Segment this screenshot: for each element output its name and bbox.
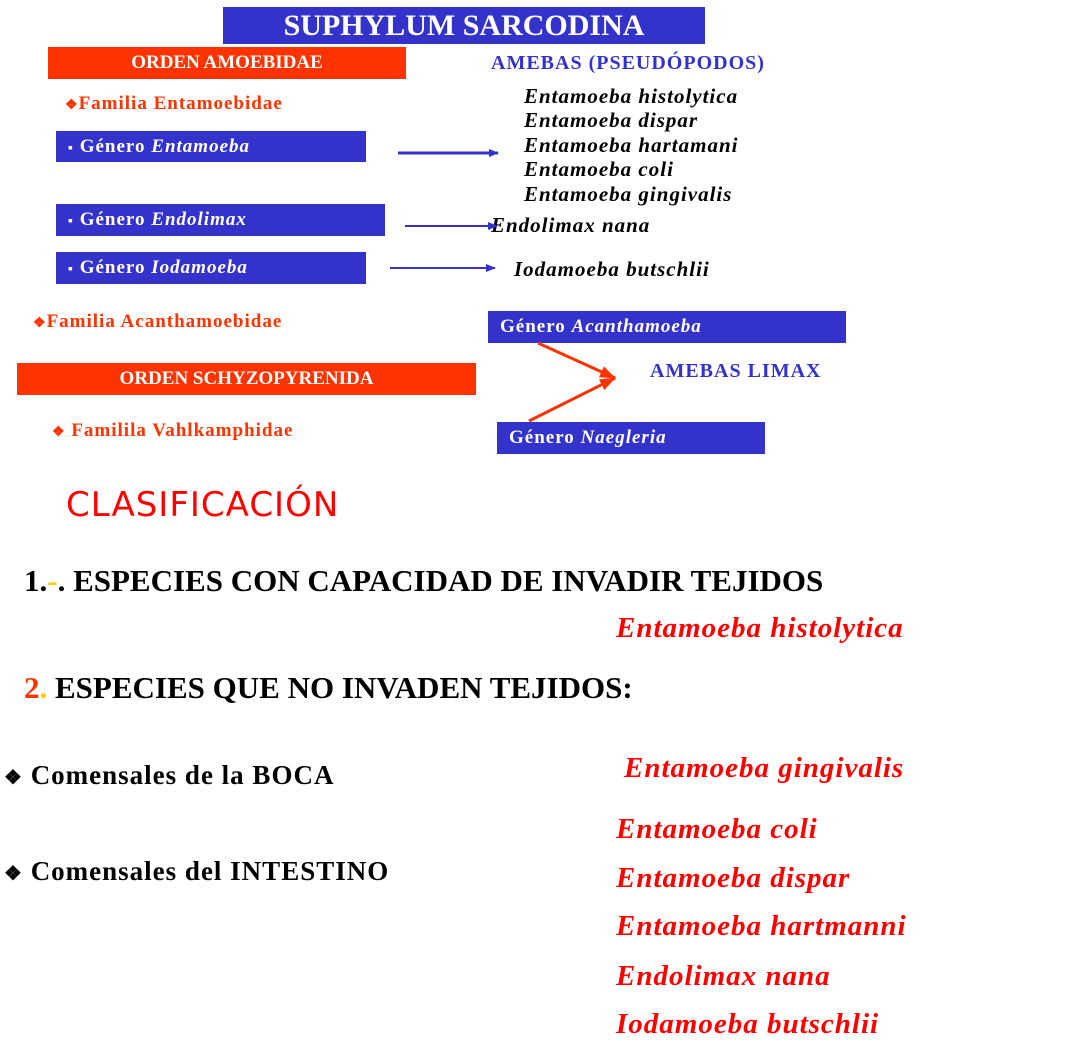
- section2-heading: [24, 670, 633, 706]
- orden-schyzopyrenida-label: ORDEN SCHYZOPYRENIDA: [119, 368, 374, 389]
- genero-word: Género: [79, 257, 152, 278]
- section1-text: ESPECIES CON CAPACIDAD DE INVADIR TEJIDOS: [65, 563, 824, 598]
- diamond-bullet-icon: ❖: [52, 425, 66, 440]
- section1-heading: [24, 563, 823, 599]
- diamond-bullet-icon: ❖: [4, 767, 23, 789]
- intestino-species-hartmanni: Entamoeba hartmanni: [616, 910, 907, 942]
- diamond-bullet-icon: ❖: [33, 316, 47, 331]
- species-iodamoeba-butschlii: Iodamoeba butschlii: [514, 257, 710, 281]
- species-entamoeba-gingivalis: Entamoeba gingivalis: [524, 182, 733, 206]
- diamond-bullet-icon: ❖: [4, 863, 23, 885]
- genus-acanthamoeba: Acanthamoeba: [571, 316, 702, 337]
- genero-word: Género: [500, 316, 572, 337]
- familia-entamoebidae-label: Familia Entamoebidae: [78, 93, 283, 114]
- amebas-limax-label: AMEBAS LIMAX: [650, 360, 822, 382]
- arrow-naegleria-to-limax: [529, 378, 615, 421]
- comensales-intestino-label: Comensales del INTESTINO: [30, 856, 390, 886]
- genero-word: Género: [79, 209, 152, 230]
- intestino-species-iodamoeba-butschlii: Iodamoeba butschlii: [616, 1008, 880, 1040]
- clasificacion-heading: CLASIFICACIÓN: [66, 485, 340, 525]
- square-bullet-icon: ▪: [68, 214, 74, 229]
- intestino-species-coli: Entamoeba coli: [616, 813, 818, 845]
- genero-word: Género: [79, 136, 152, 157]
- arrows-layer: [0, 0, 1069, 480]
- arrow-acanthamoeba-to-limax: [538, 343, 615, 378]
- section2-number: 2: [24, 670, 40, 705]
- comensales-boca-label: Comensales de la BOCA: [30, 760, 335, 790]
- square-bullet-icon: ▪: [68, 141, 74, 156]
- comensales-boca: [4, 760, 334, 791]
- species-entamoeba-hartamani: Entamoeba hartamani: [524, 133, 739, 157]
- familia-acanthamoebidae-label: Familia Acanthamoebidae: [46, 311, 283, 332]
- species-entamoeba-coli: Entamoeba coli: [524, 157, 674, 181]
- section1-species: Entamoeba histolytica: [616, 612, 904, 644]
- section1-dash: -: [47, 563, 58, 598]
- familia-vahlkamphidae-label: Familila Vahlkamphidae: [71, 420, 294, 441]
- comensales-intestino: [4, 856, 389, 887]
- genus-endolimax: Endolimax: [151, 209, 247, 230]
- section2-dot: .: [39, 670, 48, 705]
- square-bullet-icon: ▪: [68, 262, 74, 277]
- genus-naegleria: Naegleria: [580, 427, 667, 448]
- species-entamoeba-histolytica: Entamoeba histolytica: [524, 84, 739, 108]
- genero-word: Género: [509, 427, 581, 448]
- section2-text: ESPECIES QUE NO INVADEN TEJIDOS:: [47, 670, 633, 705]
- genus-entamoeba: Entamoeba: [151, 136, 251, 157]
- diamond-bullet-icon: ❖: [65, 98, 79, 113]
- intestino-species-dispar: Entamoeba dispar: [616, 862, 851, 894]
- intestino-species-endolimax-nana: Endolimax nana: [616, 960, 831, 992]
- section1-dot: .: [57, 563, 66, 598]
- section1-number: 1.: [24, 563, 48, 598]
- species-endolimax-nana: Endolimax nana: [491, 213, 651, 237]
- genus-iodamoeba: Iodamoeba: [151, 257, 248, 278]
- species-entamoeba-dispar: Entamoeba dispar: [524, 108, 699, 132]
- orden-amoebidae-label: ORDEN AMOEBIDAE: [131, 52, 323, 73]
- title-text: SUPHYLUM SARCODINA: [283, 9, 645, 42]
- boca-species: Entamoeba gingivalis: [624, 752, 905, 784]
- amebas-pseudopodos-label: AMEBAS (PSEUDÓPODOS): [491, 52, 765, 74]
